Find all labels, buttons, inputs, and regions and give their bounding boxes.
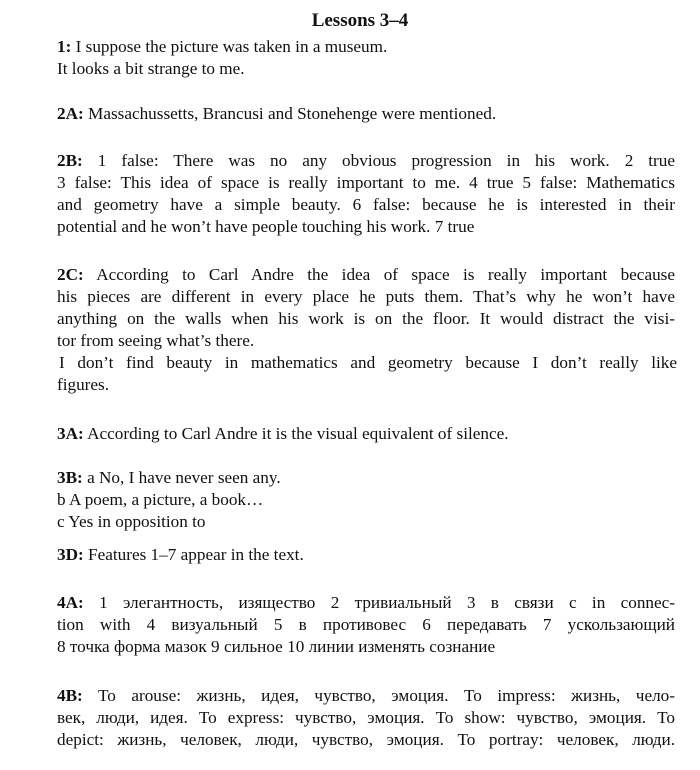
section-3d-text: Features 1–7 appear in the text. <box>88 545 304 564</box>
section-2b-text-3: and geometry have a simple beauty. 6 false: because he is interested in their <box>57 195 675 214</box>
section-2b-text-1: 1 false: There was no any obvious progression in his work. 2 true <box>97 151 675 170</box>
section-2c-text-3: anything on the walls when his work is on the floor. It would distract the visi- <box>57 309 675 328</box>
section-4b-text-1: To arouse: жизнь, идея, чувство, эмоция. To impress: жизнь, чело- <box>97 686 675 705</box>
section-4b-text-2: век, люди, идея. To express: чувство, эмоция. To show: чувство, эмоция. To <box>57 708 675 727</box>
section-2a-label: 2A: <box>57 104 84 123</box>
section-2a-text: Massachussetts, Brancusi and Stonehenge were mentioned. <box>88 104 497 123</box>
section-4b-text-3: depict: жизнь, человек, люди, чувство, эмоция. To portray: человек, люди. <box>57 730 675 749</box>
section-3a-text: According to Carl Andre it is the visual equivalent of silence. <box>87 424 509 443</box>
section-2c-text-1: According to Carl Andre the idea of space is really important because <box>96 265 675 284</box>
section-3b-text-3: c Yes in opposition to <box>57 512 206 531</box>
section-4a-line-1 <box>57 592 675 614</box>
section-3b-label: 3B: <box>57 468 83 487</box>
section-1-label: 1: <box>57 37 72 56</box>
section-2b-label: 2B: <box>57 151 83 170</box>
section-1-line-1 <box>57 36 387 58</box>
section-3d-line <box>57 544 304 566</box>
section-2c-label: 2C: <box>57 265 84 284</box>
section-4b-label: 4B: <box>57 686 83 705</box>
section-1-text-1: I suppose the picture was taken in a museum. <box>75 37 388 56</box>
section-2b-line-1 <box>57 150 675 172</box>
section-3b-text-2: b A poem, a picture, a book… <box>57 490 264 509</box>
section-2c-line-1 <box>57 264 675 286</box>
section-3b-line-1 <box>57 467 281 489</box>
section-2c-text-4: tor from seeing what’s there. <box>57 331 255 350</box>
section-3b-text-1: a No, I have never seen any. <box>87 468 281 487</box>
section-2a-line <box>57 103 496 125</box>
page-title: Lessons 3–4 <box>311 10 409 31</box>
section-4a-text-3: 8 точка форма мазок 9 сильное 10 линии изменять сознание <box>57 637 496 656</box>
section-2b-text-4: potential and he won’t have people touching his work. 7 true <box>57 217 475 236</box>
section-3a-label: 3A: <box>57 424 84 443</box>
section-4a-text-1: 1 элегантность, изящество 2 тривиальный 3 в связи с in connec- <box>99 593 676 612</box>
section-4b-line-1 <box>57 685 675 707</box>
section-2c-text-2: his pieces are different in every place he puts them. That’s why he won’t have <box>57 287 675 306</box>
section-4a-label: 4A: <box>57 593 84 612</box>
section-1-text-2: It looks a bit strange to me. <box>57 59 245 78</box>
section-2c-text-5: I don’t find beauty in mathematics and geometry because I don’t really like <box>59 353 677 372</box>
section-3d-label: 3D: <box>57 545 84 564</box>
section-4a-text-2: tion with 4 визуальный 5 в противовес 6 передавать 7 ускользающий <box>57 615 675 634</box>
section-2c-text-6: figures. <box>57 375 110 394</box>
section-3a-line <box>57 423 509 445</box>
section-2b-text-2: 3 false: This idea of space is really important to me. 4 true 5 false: Mathematics <box>57 173 675 192</box>
